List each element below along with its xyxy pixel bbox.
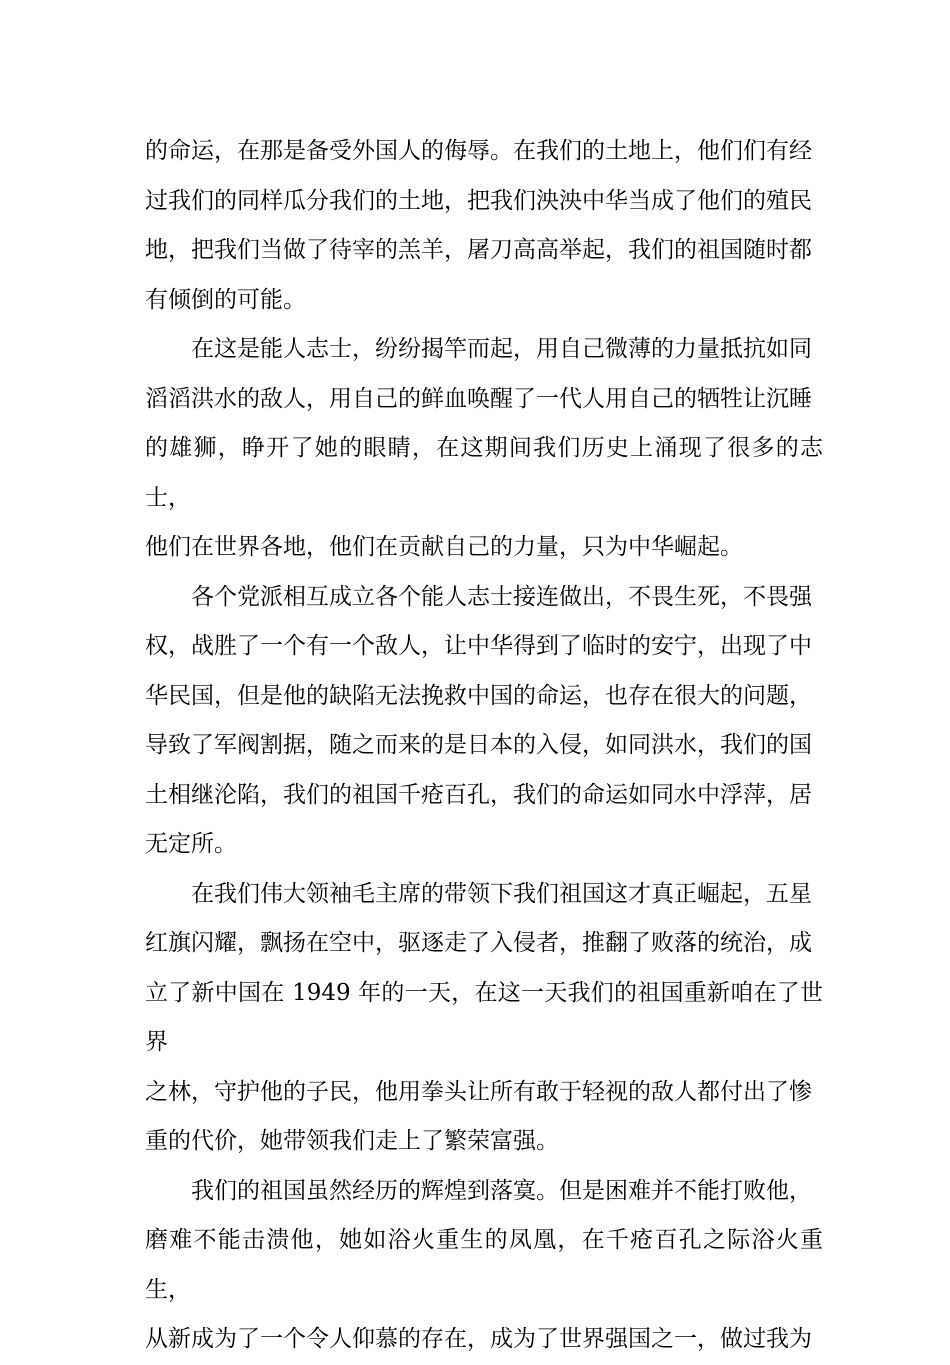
paragraph-5: 我们的祖国虽然经历的辉煌到落寞。但是困难并不能打败他， 磨难不能击溃他，她如浴火重生的凤凰，在千疮百孔之际浴火重生， 从新成为了一个令人仰慕的存在，成为了世界强国之一，做过我为 (145, 1177, 823, 1352)
paragraph-4: 在我们伟大领袖毛主席的带领下我们祖国这才真正崛起，五星 红旗闪耀，飘扬在空中，驱逐走了入侵者，推翻了败落的统治，成 立了新中国在 1949 年的一天，在这一天我们的祖国重新咱在了世界 之林，守护他的子民，他用拳头让所有敢于轻视的敌人都付出了惨 重的代价，她带领我们走上了繁荣富强。 (145, 880, 823, 1154)
document-body (145, 127, 823, 1365)
paragraph-3: 各个党派相互成立各个能人志士接连做出，不畏生死，不畏强 权，战胜了一个有一个敌人，让中华得到了临时的安宁，出现了中 华民国，但是他的缺陷无法挽救中国的命运，也存在很大的问题， 导致了军阀割据，随之而来的是日本的入侵，如同洪水，我们的国 土相继沦陷，我们的祖国千疮百孔，我们的命运如同水中浮萍，居 无定所。 (145, 583, 812, 857)
paragraph-2: 在这是能人志士，纷纷揭竿而起，用自己微薄的力量抵抗如同 滔滔洪水的敌人，用自己的鲜血唤醒了一代人用自己的牺牲让沉睡 的雄狮，睁开了她的眼睛，在这期间我们历史上涌现了很多的志士， 他们在世界各地，他们在贡献自己的力量，只为中华崛起。 (145, 336, 823, 560)
paragraph-1: 的命运，在那是备受外国人的侮辱。在我们的土地上，他们们有经 过我们的同样瓜分我们的土地，把我们泱泱中华当成了他们的殖民 地，把我们当做了待宰的羔羊，屠刀高高举起，我们的祖国随时都 有倾倒的可能。 (145, 138, 812, 313)
